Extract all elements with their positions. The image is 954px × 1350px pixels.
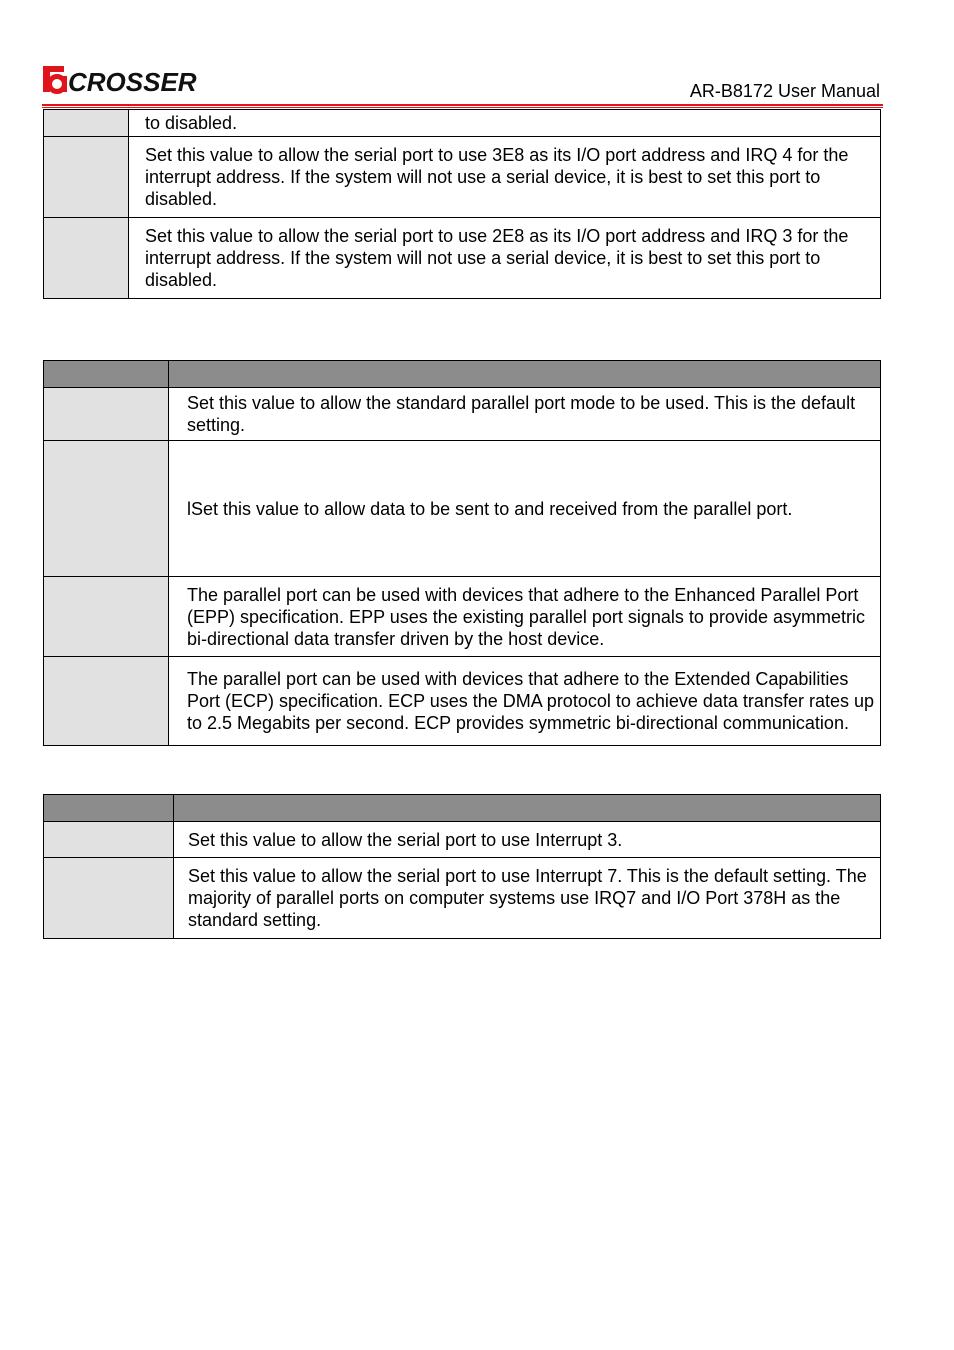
table-row [44,137,881,218]
description-cell: Set this value to allow the serial port to use 3E8 as its I/O port address and IRQ 4 for the interrupt address. If the system will not use a serial device, it is best to set this port to disabled. [129,137,881,218]
option-cell [44,858,174,939]
option-cell [44,822,174,858]
description-cell: The parallel port can be used with devices that adhere to the Enhanced Parallel Port (EPP) specification. EPP uses the existing parallel port signals to provide asymmetric bi-directional data transfer driven by the host device. [169,577,881,657]
logo-text: CROSSER [68,67,197,96]
header-cell [174,795,881,822]
table-header-row [44,795,881,822]
option-cell [44,218,129,299]
option-cell [44,137,129,218]
description-cell: Set this value to allow the serial port to use Interrupt 7. This is the default setting. The majority of parallel ports on computer systems use IRQ7 and I/O Port 378H as the standard setting. [174,858,881,939]
table-row [44,441,881,577]
table-row [44,110,881,137]
table-row [44,577,881,657]
acrosser-logo [42,64,202,96]
description-cell: Set this value to allow the serial port to use Interrupt 3. [174,822,881,858]
option-cell [44,110,129,137]
option-cell [44,577,169,657]
description-cell: to disabled. [129,110,881,137]
header-rule-thin [42,107,883,108]
table-row [44,657,881,746]
description-cell: lSet this value to allow data to be sent to and received from the parallel port. [169,441,881,577]
header-cell [44,795,174,822]
header-cell [169,361,881,388]
option-cell [44,388,169,441]
description-cell: Set this value to allow the serial port to use 2E8 as its I/O port address and IRQ 3 for the interrupt address. If the system will not use a serial device, it is best to set this port to disabled. [129,218,881,299]
table-row [44,858,881,939]
table-header-row [44,361,881,388]
manual-title: AR-B8172 User Manual [689,81,880,101]
description-cell: The parallel port can be used with devices that adhere to the Extended Capabilities Port (ECP) specification. ECP uses the DMA protocol to achieve data transfer rates up to 2.5 Megabits per second. ECP provides symmetric bi-directional communication. [169,657,881,746]
table-row [44,822,881,858]
parallel-irq-table [43,794,881,939]
table-row [44,388,881,441]
header-cell [44,361,169,388]
table-row [44,218,881,299]
serial-port-table [43,109,881,299]
header-rule [42,104,883,106]
option-cell [44,441,169,577]
option-cell [44,657,169,746]
parallel-mode-table [43,360,881,746]
description-cell: Set this value to allow the standard parallel port mode to be used. This is the default setting. [169,388,881,441]
